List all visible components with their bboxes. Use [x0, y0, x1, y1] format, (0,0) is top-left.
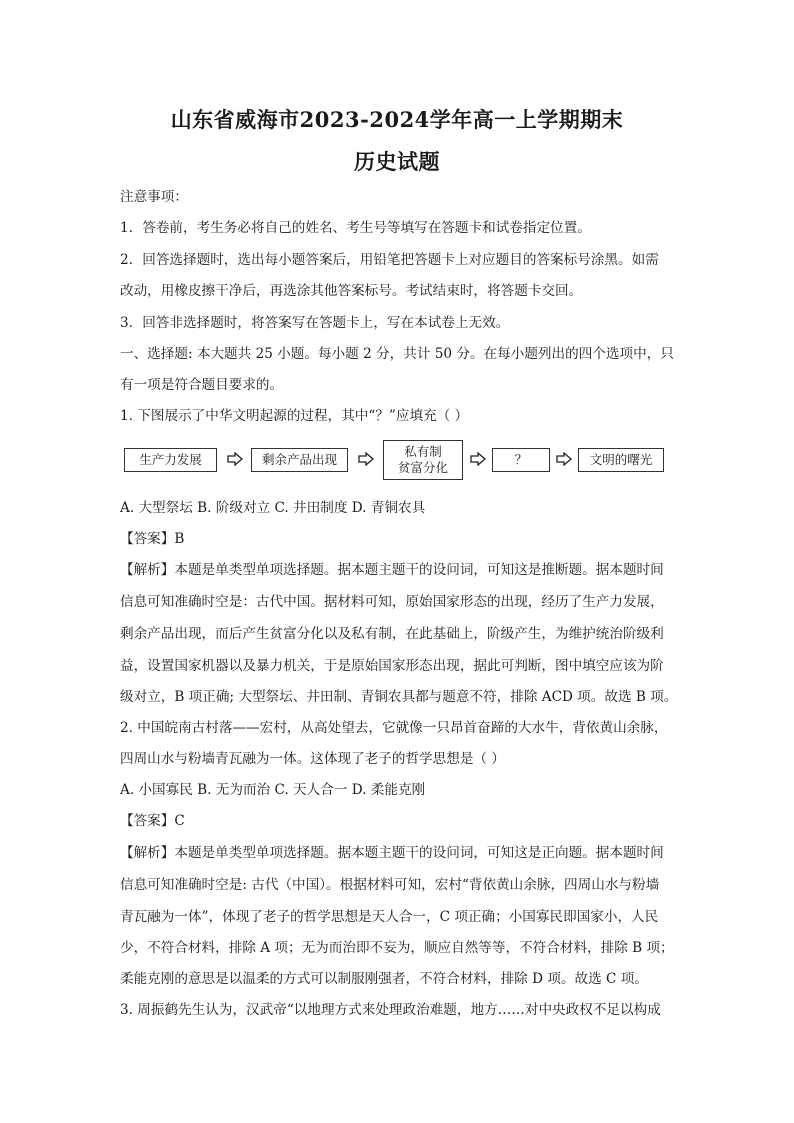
flow-box-productivity: 生产力发展: [124, 448, 217, 472]
q2-stem-1: 2. 中国皖南古村落——宏村，从高处望去，它就像一只昂首奋蹄的大水牛，背依黄山余脉，: [120, 720, 668, 736]
q3-stem: 3. 周振鹤先生认为，汉武帝“以地理方式来处理政治难题，地方……对中央政权不足以构成: [120, 1002, 661, 1018]
notice-heading: 注意事项：: [120, 189, 188, 205]
q1-analysis-2: 信息可知准确时空是：古代中国。据材料可知，原始国家形态的出现，经历了生产力发展，: [120, 594, 664, 610]
flow-box-blank: ？: [492, 448, 550, 472]
notice-item-2-cont: 改动，用橡皮擦干净后，再选涂其他答案标号。考试结束时，将答题卡交回。: [120, 283, 583, 299]
q2-options: A. 小国寡民 B. 无为而治 C. 天人合一 D. 柔能克刚: [120, 782, 426, 798]
q1-stem: 1. 下图展示了中华文明起源的过程，其中“？”应填充（ ）: [120, 408, 469, 424]
flow-box-private-ownership: [383, 440, 463, 480]
exam-subtitle: 历史试题: [354, 149, 440, 174]
flow-box-surplus: 剩余产品出现: [251, 448, 348, 472]
flow-box-wealth-label: 贫富分化: [397, 460, 448, 475]
flow-arrow-icon: [556, 452, 572, 466]
q2-analysis-3: 青瓦融为一体”，体现了老子的哲学思想是天人合一，C 项正确；小国寡民即国家小，人民: [120, 909, 659, 925]
notice-item-3: 3．回答非选择题时，将答案写在答题卡上，写在本试卷上无效。: [120, 315, 510, 331]
q2-answer: 【答案】C: [120, 813, 185, 829]
q2-stem-2: 四周山水与粉墙青瓦融为一体。这体现了老子的哲学思想是（ ）: [120, 751, 505, 767]
flow-arrow-icon: [227, 452, 243, 466]
exam-title: 山东省威海市2023-2024学年高一上学期期末: [170, 107, 624, 132]
q2-analysis-5: 柔能克刚的意思是以温柔的方式可以制服刚强者，不符合材料，排除 D 项。故选 C 项。: [120, 971, 648, 987]
section-heading: 一、选择题: 本大题共 25 小题。每小题 2 分，共计 50 分。在每小题列出的四个选项中，只: [120, 346, 674, 362]
q2-analysis-1: 【解析】本题是单类型单项选择题。据本题主题干的设问词，可知这是正向题。据本题时间: [120, 845, 664, 861]
flow-box-dawn: 文明的曙光: [578, 448, 664, 472]
flow-box-private-label: 私有制: [404, 444, 442, 459]
q1-flow-diagram: [120, 440, 676, 484]
q2-analysis-2: 信息可知准确时空是: 古代（中国）。根据材料可知，宏村“背依黄山余脉，四周山水与粉墙: [120, 877, 660, 893]
q2-analysis-4: 少，不符合材料，排除 A 项；无为而治即不妄为，顺应自然等等，不符合材料，排除 B 项；: [120, 940, 674, 956]
q1-analysis-4: 益，设置国家机器以及暴力机关，于是原始国家形态出现，据此可判断，图中填空应该为阶: [120, 658, 664, 674]
q1-analysis-5: 级对立，B 项正确; 大型祭坛、井田制、青铜农具都与题意不符，排除 ACD 项。故选 B 项。: [120, 689, 678, 705]
flow-arrow-icon: [470, 452, 486, 466]
flow-arrow-icon: [358, 452, 374, 466]
q1-analysis-3: 剩余产品出现，而后产生贫富分化以及私有制，在此基础上，阶级产生，为维护统治阶级利: [120, 626, 664, 642]
notice-item-1: 1．答卷前，考生务必将自己的姓名、考生号等填写在答题卡和试卷指定位置。: [120, 220, 591, 236]
section-heading-cont: 有一项是符合题目要求的。: [120, 377, 284, 393]
notice-item-2: 2．回答选择题时，选出每小题答案后，用铅笔把答题卡上对应题目的答案标号涂黑。如需: [120, 252, 659, 268]
q1-answer: 【答案】B: [120, 531, 185, 547]
q1-options: A. 大型祭坛 B. 阶级对立 C. 井田制度 D. 青铜农具: [120, 500, 426, 516]
q1-analysis-1: 【解析】本题是单类型单项选择题。据本题主题干的设问词，可知这是推断题。据本题时间: [120, 562, 664, 578]
